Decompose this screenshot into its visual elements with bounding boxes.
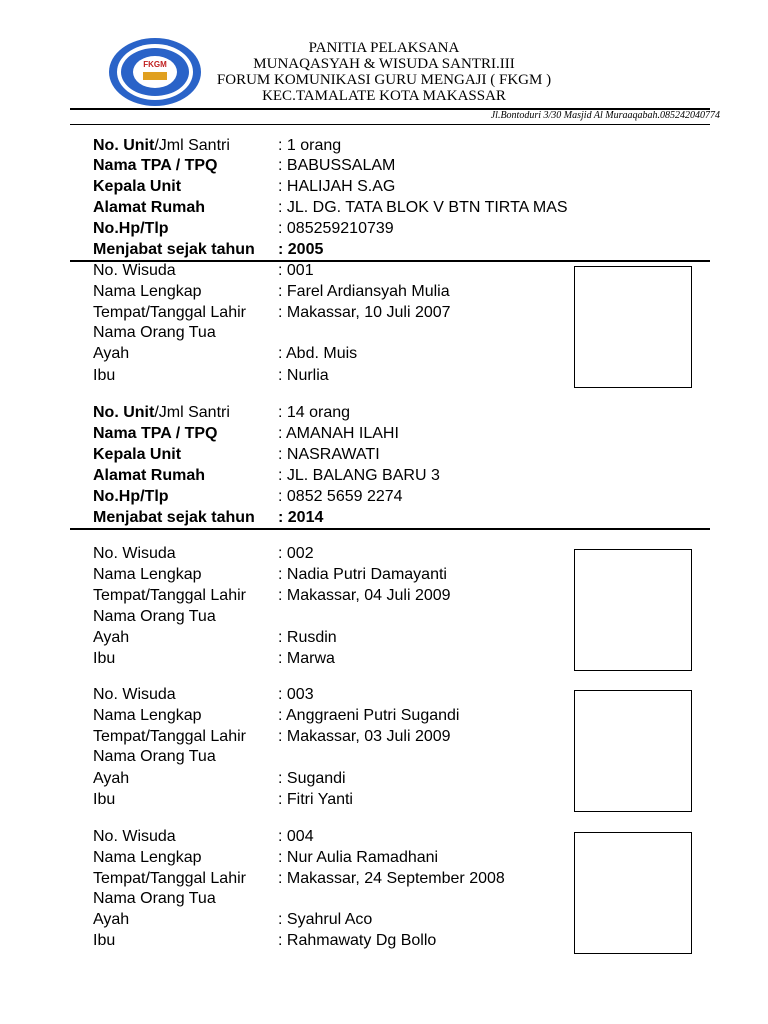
- logo-text: FKGM: [143, 60, 167, 69]
- photo-box-003: [574, 690, 692, 812]
- header-line-4: KEC.TAMALATE KOTA MAKASSAR: [262, 88, 506, 104]
- header-address: Jl.Bontoduri 3/30 Masjid Al Muraaqabah.085242040774: [490, 110, 720, 121]
- header-line-1: PANITIA PELAKSANA: [308, 40, 460, 56]
- header-line-3: FORUM KOMUNIKASI GURU MENGAJI ( FKGM ): [216, 72, 552, 88]
- header-line-2: MUNAQASYAH & WISUDA SANTRI.III: [253, 56, 515, 72]
- header-block: [0, 40, 768, 104]
- unit2-divider: [70, 528, 710, 530]
- address-divider: [70, 124, 710, 125]
- photo-box-002: [574, 549, 692, 671]
- photo-box-001: [574, 266, 692, 388]
- photo-box-004: [574, 832, 692, 954]
